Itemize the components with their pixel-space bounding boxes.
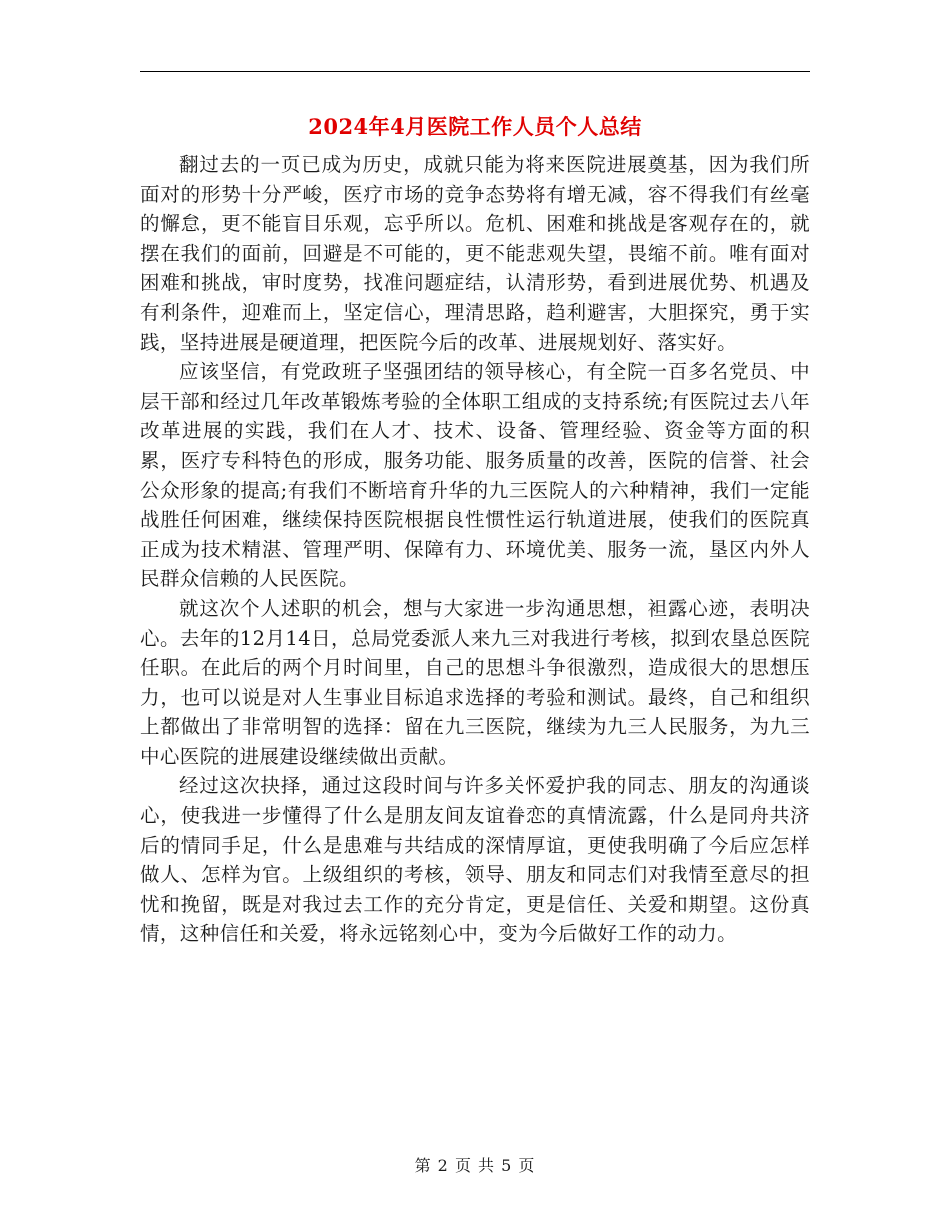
paragraph-4: 经过这次抉择，通过这段时间与许多关怀爱护我的同志、朋友的沟通谈心，使我进一步懂得了什么是朋友间友谊眷恋的真情流露，什么是同舟共济后的情同手足，什么是患难与共结成的深情厚谊，更使我明确了今后应怎样做人、怎样为官。上级组织的考核，领导、朋友和同志们对我情至意尽的担忧和挽留，既是对我过去工作的充分肯定，更是信任、关爱和期望。这份真情，这种信任和关爱，将永远铭刻心中，变为今后做好工作的动力。 xyxy=(140,774,810,946)
paragraph-3: 就这次个人述职的机会，想与大家进一步沟通思想，袒露心迹，表明决心。去年的12月14日，总局党委派人来九三对我进行考核，拟到农垦总医院任职。在此后的两个月时间里，自己的思想斗争很激烈，造成很大的思想压力，也可以说是对人生事业目标追求选择的考验和测试。最终，自己和组织上都做出了非常明智的选择：留在九三医院，继续为九三人民服务，为九三中心医院的进展建设继续做出贡献。 xyxy=(140,596,810,768)
document-title: 2024年4月医院工作人员个人总结 xyxy=(308,114,642,139)
paragraph-1: 翻过去的一页已成为历史，成就只能为将来医院进展奠基，因为我们所面对的形势十分严峻，医疗市场的竞争态势将有增无减，容不得我们有丝毫的懈怠，更不能盲目乐观，忘乎所以。危机、困难和挑战是客观存在的，就摆在我们的面前，回避是不可能的，更不能悲观失望，畏缩不前。唯有面对困难和挑战，审时度势，找准问题症结，认清形势，看到进展优势、机遇及有利条件，迎难而上，坚定信心，理清思路，趋利避害，大胆探究，勇于实践，坚持进展是硬道理，把医院今后的改革、进展规划好、落实好。 xyxy=(140,153,810,354)
page-number: 第 2 页 共 5 页 xyxy=(414,1156,536,1175)
header-rule xyxy=(140,71,810,72)
document-body xyxy=(140,150,810,949)
paragraph-2: 应该坚信，有党政班子坚强团结的领导核心，有全院一百多名党员、中层干部和经过几年改革锻炼考验的全体职工组成的支持系统;有医院过去八年改革进展的实践，我们在人才、技术、设备、管理经验、资金等方面的积累，医疗专科特色的形成，服务功能、服务质量的改善，医院的信誉、社会公众形象的提高;有我们不断培育升华的九三医院人的六种精神，我们一定能战胜任何困难，继续保持医院根据良性惯性运行轨道进展，使我们的医院真正成为技术精湛、管理严明、保障有力、环境优美、服务一流，垦区内外人民群众信赖的人民医院。 xyxy=(140,360,810,591)
